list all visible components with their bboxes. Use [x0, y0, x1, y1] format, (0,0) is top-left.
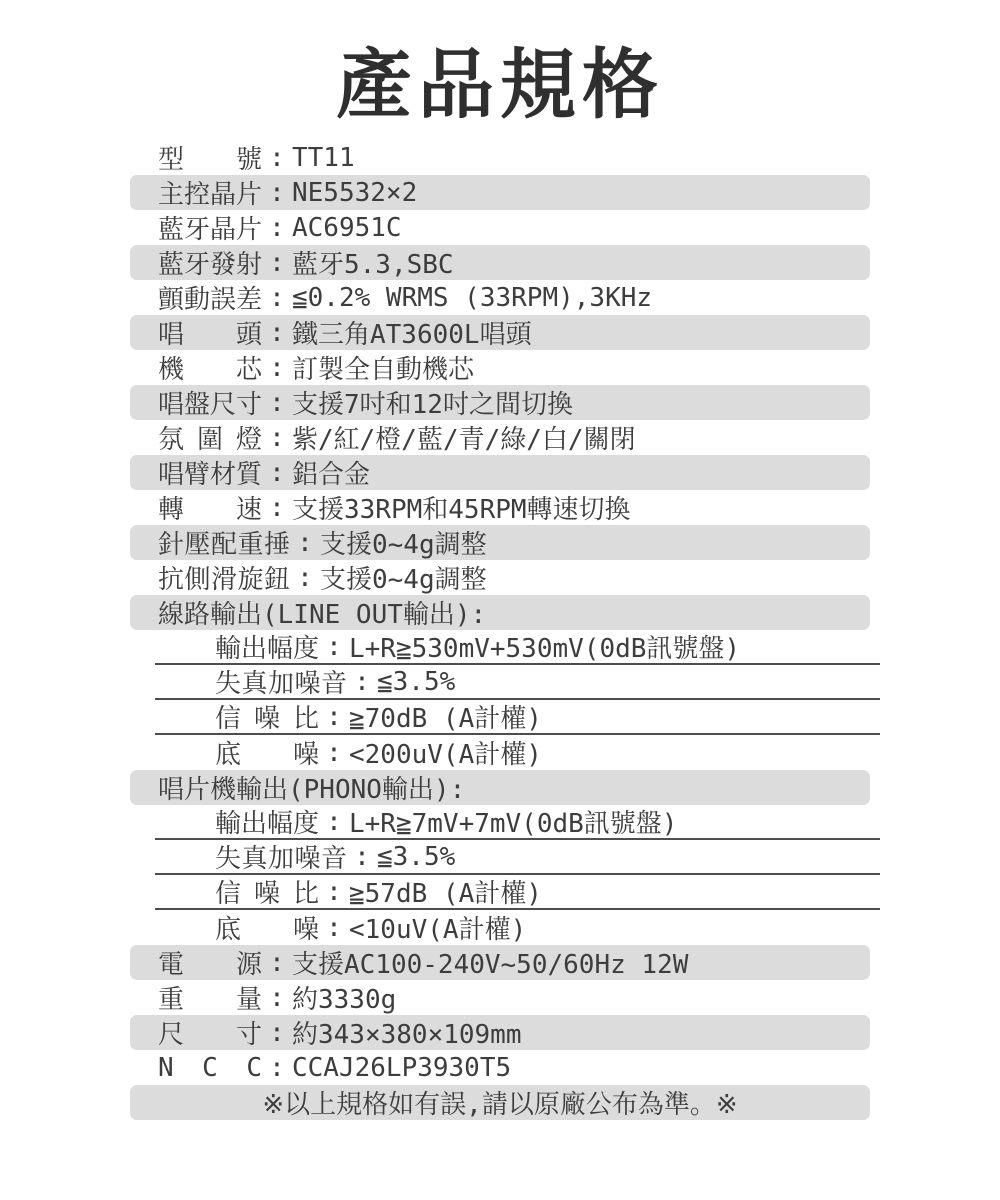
spec-row-phono-thd [155, 840, 880, 875]
spec-value: 約3330g [292, 985, 397, 1015]
footnote-text: ※以上規格如有誤,請以原廠公布為準。※ [262, 1090, 738, 1120]
colon: : [269, 212, 285, 243]
spec-label: 失真加噪音 [215, 669, 347, 699]
colon: : [269, 142, 285, 173]
spec-value: 支援0~4g調整 [320, 565, 487, 595]
spec-value: CCAJ26LP3930T5 [292, 1052, 512, 1083]
colon: : [269, 317, 285, 348]
colon: : [269, 492, 285, 523]
colon: : [297, 527, 313, 558]
spec-row-lineout-thd [155, 665, 880, 700]
spec-row-wow-flutter [130, 280, 870, 315]
colon: : [269, 1052, 285, 1083]
colon: : [326, 631, 342, 662]
spec-label: 機芯 [158, 355, 262, 385]
spec-value: 訂製全自動機芯 [292, 355, 475, 385]
spec-value: 支援7吋和12吋之間切換 [292, 390, 573, 420]
colon: : [354, 666, 370, 697]
colon: : [297, 562, 313, 593]
spec-label: 輸出幅度 [215, 634, 320, 664]
spec-label: 唱臂材質 [158, 460, 263, 490]
spec-row-lineout-snr [155, 700, 880, 735]
spec-label: 藍牙晶片 [158, 215, 263, 245]
spec-row-tonearm-material [130, 455, 870, 490]
spec-row-weight [130, 980, 870, 1015]
colon: : [269, 422, 285, 453]
spec-value: 支援33RPM和45RPM轉速切換 [292, 495, 631, 525]
colon: : [269, 457, 285, 488]
spec-label: 重量 [158, 985, 262, 1015]
spec-label: 轉速 [158, 495, 262, 525]
page-title: 產品規格 [336, 40, 664, 129]
spec-row-phono-snr [155, 875, 880, 910]
section-header-lineout [130, 595, 870, 630]
spec-value: ≦3.5% [377, 666, 456, 697]
spec-row-movement [130, 350, 870, 385]
spec-label: 抗側滑旋鈕 [158, 565, 290, 595]
spec-row-main-chip [130, 175, 870, 210]
spec-row-lineout-noise [155, 735, 880, 770]
footnote [130, 1085, 870, 1120]
spec-row-ncc [130, 1050, 870, 1085]
colon: : [326, 737, 342, 768]
spec-value: 鐵三角AT3600L唱頭 [292, 320, 532, 350]
spec-label: 輸出幅度 [215, 809, 320, 839]
spec-label: 型號 [158, 145, 262, 175]
spec-label: 信噪比 [215, 704, 319, 734]
spec-row-counterweight [130, 525, 870, 560]
spec-value: ≧57dB (A計權) [349, 879, 542, 909]
spec-label: 失真加噪音 [215, 844, 347, 874]
section-header-phono [130, 770, 870, 805]
spec-value: 支援0~4g調整 [320, 530, 487, 560]
colon: : [326, 876, 342, 907]
spec-label: 底噪 [215, 915, 319, 945]
spec-value: L+R≧530mV+530mV(0dB訊號盤) [349, 634, 741, 664]
spec-label: 藍牙發射 [158, 250, 263, 280]
spec-row-cartridge [130, 315, 870, 350]
colon: : [269, 1017, 285, 1048]
section-title: 線路輸出(LINE OUT輸出): [158, 600, 487, 630]
section-title: 唱片機輸出(PHONO輸出): [158, 775, 466, 805]
spec-label: N C C [158, 1052, 262, 1083]
spec-label: 顫動誤差 [158, 285, 263, 315]
spec-value: L+R≧7mV+7mV(0dB訊號盤) [349, 809, 678, 839]
spec-row-bt-chip [130, 210, 870, 245]
spec-row-antiskate [130, 560, 870, 595]
spec-label: 尺寸 [158, 1020, 262, 1050]
spec-row-phono-noise [155, 910, 880, 945]
spec-value: AC6951C [292, 212, 402, 243]
spec-value: <10uV(A計權) [349, 915, 527, 945]
spec-label: 電源 [158, 950, 262, 980]
colon: : [269, 982, 285, 1013]
spec-value: <200uV(A計權) [349, 740, 542, 770]
colon: : [269, 947, 285, 978]
colon: : [269, 247, 285, 278]
colon: : [326, 806, 342, 837]
spec-row-model [130, 140, 870, 175]
spec-value: 鋁合金 [292, 460, 371, 490]
spec-row-power [130, 945, 870, 980]
colon: : [269, 177, 285, 208]
colon: : [269, 282, 285, 313]
spec-value: 支援AC100-240V~50/60Hz 12W [292, 950, 689, 980]
spec-value: ≦3.5% [377, 841, 456, 872]
spec-row-ambient-light [130, 420, 870, 455]
spec-value: ≧70dB (A計權) [349, 704, 542, 734]
spec-label: 底噪 [215, 740, 319, 770]
colon: : [269, 352, 285, 383]
spec-label: 信噪比 [215, 879, 319, 909]
spec-value: ≦0.2% WRMS (33RPM),3KHz [292, 282, 653, 313]
spec-value: NE5532×2 [292, 177, 418, 208]
colon: : [326, 701, 342, 732]
spec-row-speed [130, 490, 870, 525]
spec-label: 氛圍燈 [158, 425, 262, 455]
spec-row-bt-transmit [130, 245, 870, 280]
spec-label: 針壓配重捶 [158, 530, 290, 560]
colon: : [326, 912, 342, 943]
colon: : [269, 387, 285, 418]
spec-label: 唱頭 [158, 320, 262, 350]
spec-row-phono-level [155, 805, 880, 840]
spec-row-dimensions [130, 1015, 870, 1050]
spec-value: 藍牙5.3,SBC [292, 250, 454, 280]
spec-label: 主控晶片 [158, 180, 263, 210]
colon: : [354, 841, 370, 872]
spec-row-platter-size [130, 385, 870, 420]
spec-label: 唱盤尺寸 [158, 390, 263, 420]
spec-value: 紫/紅/橙/藍/青/綠/白/關閉 [292, 425, 636, 455]
spec-value: 約343×380×109mm [292, 1020, 522, 1050]
spec-value: TT11 [292, 142, 355, 173]
spec-table [130, 140, 870, 1120]
spec-row-lineout-level [155, 630, 880, 665]
